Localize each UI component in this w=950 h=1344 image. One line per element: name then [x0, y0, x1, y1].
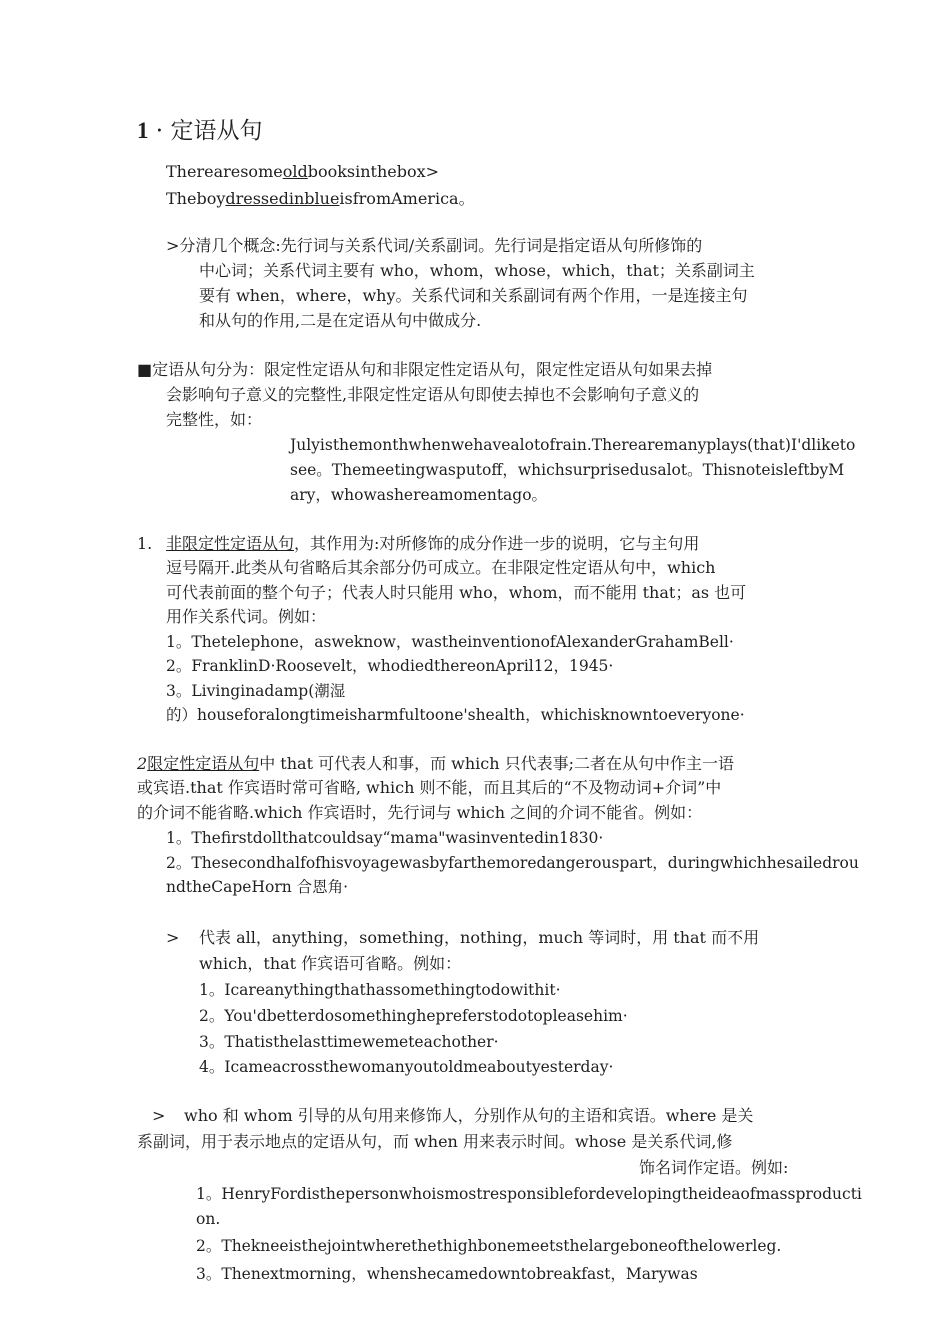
- that-only-line-1: 代表 all，anything，something，nothing，much 等词时，用 that 而不用: [199, 928, 760, 947]
- text-run: Therearesome: [166, 162, 283, 181]
- who-whom-example-1: 1。HenryFordisthepersonwhoismostresponsiblefordevelopingtheideaofmassproducti: [196, 1185, 862, 1203]
- that-only-marker: >: [166, 928, 180, 947]
- that-only-example-2: 2。You'dbetterdosomethinghepreferstodotopleasehim·: [199, 1007, 628, 1025]
- nonrestrictive-example-2: 2。FranklinD·Roosevelt，whodiedthereonApril12，1945·: [166, 657, 614, 675]
- restrictive-number: 2: [137, 754, 148, 773]
- concepts-line-1: >分清几个概念:先行词与关系代词/关系副词。先行词是指定语从句所修饰的: [166, 236, 703, 255]
- intro-example-2: [166, 188, 475, 210]
- who-whom-line-3: 饰名词作定语。例如:: [639, 1158, 789, 1177]
- text-run: ，其作用为:对所修饰的成分作进一步的说明，它与主句用: [294, 534, 700, 553]
- who-whom-line-2: 系副词，用于表示地点的定语从句，而 when 用来表示时间。whose 是关系代词,修: [137, 1132, 733, 1151]
- section-title-text: 定语从句: [170, 118, 263, 144]
- concepts-line-3: 要有 when，where，why。关系代词和关系副词有两个作用，一是连接主句: [199, 286, 748, 305]
- who-whom-example-2: 2。Thekneeisthejointwherethethighbonemeetsthelargeboneofthelowerleg.: [196, 1237, 782, 1255]
- nonrestrictive-number: 1.: [137, 534, 153, 553]
- nonrestrictive-example-1: 1。Thetelephone，asweknow，wastheinventionofAlexanderGrahamBell·: [166, 633, 734, 651]
- text-run: 中 that 可代表人和事，而 which 只代表事;二者在从句中作主一语: [259, 754, 735, 773]
- concepts-line-4: 和从句的作用,二是在定语从句中做成分.: [199, 311, 482, 330]
- types-example-3: ary，whowashereamomentago。: [290, 486, 548, 504]
- section-separator: ·: [148, 118, 171, 144]
- nonrestrictive-example-3: 3。Livinginadamp(潮湿: [166, 682, 346, 700]
- nonrestrictive-line-4: 用作关系代词。例如：: [166, 607, 327, 626]
- intro-example-1: [166, 161, 439, 183]
- types-example-2: see。Themeetingwasputoff，whichsurprisedusalot。ThisnoteisleftbyM: [290, 461, 845, 479]
- underlined-word: old: [282, 162, 308, 181]
- underlined-phrase: dressedinblue: [225, 189, 340, 208]
- that-only-example-1: 1。Icareanythingthathassomethingtodowithit·: [199, 981, 561, 999]
- section-number: 1: [137, 118, 149, 143]
- who-whom-example-1-cont: on.: [196, 1210, 221, 1228]
- who-whom-line-1: who 和 whom 引导的从句用来修饰人，分别作从句的主语和宾语。where 是关: [184, 1106, 754, 1125]
- text-run: booksinthebox>: [307, 162, 440, 181]
- that-only-example-4: 4。Icameacrossthewomanyoutoldmeaboutyesterday·: [199, 1058, 614, 1076]
- restrictive-line-1: [137, 753, 734, 775]
- types-line-2: 会影响句子意义的完整性,非限定性定语从句即使去掉也不会影响句子意义的: [166, 385, 700, 404]
- nonrestrictive-line-1: [166, 533, 699, 555]
- restrictive-example-2: 2。Thesecondhalfofhisvoyagewasbyfarthemoredangerouspart，duringwhichhesailedrou: [166, 854, 859, 872]
- restrictive-example-1: 1。Thefirstdollthatcouldsay“mama"wasinventedin1830·: [166, 829, 604, 847]
- nonrestrictive-heading: 非限定性定语从句: [166, 534, 295, 553]
- types-line-3: 完整性，如：: [166, 410, 263, 429]
- who-whom-example-3: 3。Thenextmorning，whenshecamedowntobreakfast，Marywas: [196, 1265, 698, 1283]
- restrictive-line-2: 或宾语.that 作宾语时常可省略, which 则不能，而且其后的“不及物动词+介词”中: [137, 778, 722, 797]
- types-line-1: ■定语从句分为：限定性定语从句和非限定性定语从句，限定性定语从句如果去掉: [137, 360, 713, 379]
- section-title: [137, 116, 262, 146]
- who-whom-marker: >: [152, 1106, 166, 1125]
- nonrestrictive-example-4: 的）houseforalongtimeisharmfultoone'shealth，whichisknowntoeveryone·: [166, 706, 745, 724]
- that-only-line-2: which，that 作宾语可省略。例如：: [199, 954, 462, 973]
- restrictive-example-3: ndtheCapeHorn 合恩角·: [166, 878, 349, 896]
- restrictive-line-3: 的介词不能省略.which 作宾语时，先行词与 which 之间的介词不能省。例如：: [137, 803, 703, 822]
- nonrestrictive-line-3: 可代表前面的整个句子；代表人时只能用 who，whom，而不能用 that；as 也可: [166, 583, 747, 602]
- concepts-line-2: 中心词；关系代词主要有 who，whom，whose，which，that；关系副词主: [199, 261, 755, 280]
- text-run: Theboy: [166, 189, 226, 208]
- restrictive-heading: 限定性定语从句: [147, 754, 260, 773]
- nonrestrictive-line-2: 逗号隔开.此类从句省略后其余部分仍可成立。在非限定性定语从句中，which: [166, 558, 716, 577]
- that-only-example-3: 3。Thatisthelasttimewemeteachother·: [199, 1033, 499, 1051]
- types-example-1: Julyisthemonthwhenwehavealotofrain.Therearemanyplays(that)I'dliketo: [290, 436, 856, 454]
- text-run: isfromAmerica。: [339, 189, 475, 208]
